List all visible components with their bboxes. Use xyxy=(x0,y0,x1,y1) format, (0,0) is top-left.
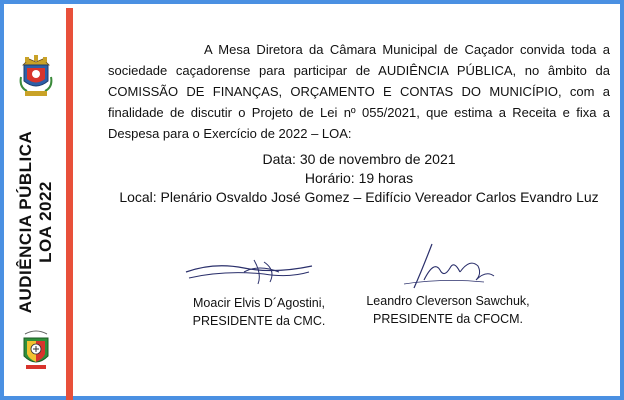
municipal-crest-icon xyxy=(19,51,53,99)
meeting-location: Local: Plenário Osvaldo José Gomez – Edifício Vereador Carlos Evandro Luz xyxy=(119,189,599,205)
signatory-1-role: PRESIDENTE da CMC. xyxy=(192,314,326,328)
chamber-seal-icon xyxy=(19,326,53,374)
sidebar-title-line2: LOA 2022 xyxy=(36,181,55,263)
meeting-details xyxy=(108,150,610,207)
meeting-time: Horário: 19 horas xyxy=(304,170,414,186)
signature-leandro-icon xyxy=(394,240,504,295)
signatory-1 xyxy=(176,294,342,330)
signature-moacir-icon xyxy=(184,254,314,289)
invitation-paragraph xyxy=(108,39,610,144)
invitation-text: A Mesa Diretora da Câmara Municipal de Caçador convida toda a sociedade caçadorense para participar de AUDIÊNCIA PÚBLICA, no âmbito da COMISSÃO DE FINANÇAS, ORÇAMENTO E CONTAS DO MUNICÍPIO, com a finalidade de discutir o Projeto de Lei nº 055/2021, que estima a Receita e fixa a Despesa para o Exercício de 2022 – LOA: xyxy=(108,42,610,141)
signatory-2 xyxy=(353,292,543,328)
meeting-date: Data: 30 de novembro de 2021 xyxy=(262,151,456,167)
sidebar-title xyxy=(6,122,66,322)
sidebar-divider xyxy=(66,8,73,400)
signatory-2-role: PRESIDENTE da CFOCM. xyxy=(372,312,524,326)
signatory-2-name: Leandro Cleverson Sawchuk, xyxy=(366,294,530,308)
signatory-1-name: Moacir Elvis D´Agostini, xyxy=(193,296,325,310)
sidebar-title-line1: AUDIÊNCIA PÚBLICA xyxy=(16,130,35,314)
